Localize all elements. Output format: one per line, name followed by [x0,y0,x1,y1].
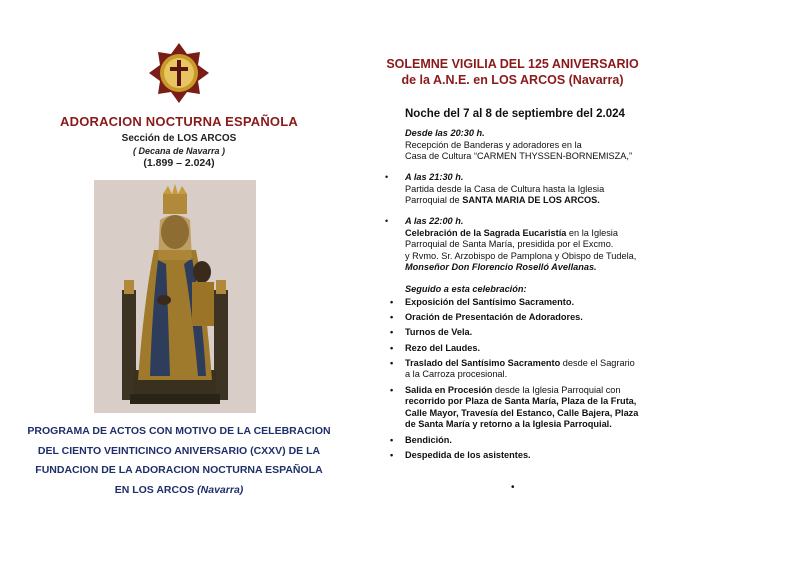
list-item: • Exposición del Santísimo Sacramento. [405,297,638,309]
list-item-traslado: • Traslado del Santísimo Sacramento desde el Sagrario a la Carroza procesional. [405,358,638,381]
end-dot: • [511,482,515,493]
followed-by-label: Seguido a esta celebración: [405,284,527,294]
list-item: • Bendición. [405,435,638,447]
program-line-2: DEL CIENTO VEINTICINCO ANIVERSARIO (CXXV) DE LA [37,444,321,457]
vigil-title-line-1: SOLEMNE VIGILIA DEL 125 ANIVERSARIO [386,57,639,71]
schedule-block-2030: Desde las 20:30 h. Recepción de Banderas y adoradores en la Casa de Cultura “CARMEN THYSSEN-BORNEMISZA,” [405,128,633,161]
section-name: Sección de LOS ARCOS [121,133,237,144]
schedule-block-2130: A las 21:30 h. Partida desde la Casa de Cultura hasta la Iglesia Parroquial de SANTA MARIA DE LOS ARCOS. [405,172,605,205]
list-item: • Despedida de los asistentes. [405,450,638,462]
decana-label: ( Decana de Navarra ) [132,146,226,156]
program-description [18,422,340,500]
virgin-statue-photo [94,180,256,413]
years-range: (1.899 – 2.024) [143,157,215,169]
bullet: • [385,216,389,226]
program-line-1: PROGRAMA DE ACTOS CON MOTIVO DE LA CELEBRACION [27,425,331,437]
program-line-3: FUNDACION DE LA ADORACION NOCTURNA ESPAÑOLA [35,464,323,476]
night-date: Noche del 7 al 8 de septiembre del 2.024 [405,108,625,120]
schedule-block-2200: A las 22:00 h. Celebración de la Sagrada Eucaristía en la Iglesia Parroquial de Santa María, presidida por el Excmo. y Rvmo. Sr. Arzobispo de Pamplona y Obispo de Tudela, Monseñor Don Florencio Roselló Avellanas. [405,216,637,272]
list-item: • Turnos de Vela. [405,327,638,339]
list-item: • Oración de Presentación de Adoradores. [405,312,638,324]
program-line-4: EN LOS ARCOS (Navarra) [114,483,244,496]
bullet: • [385,172,389,182]
list-item: • Rezo del Laudes. [405,343,638,355]
organization-title: ADORACION NOCTURNA ESPAÑOLA [60,114,298,129]
emblem-logo [148,42,210,104]
list-item-salida: • Salida en Procesión desde la Iglesia Parroquial con recorrido por Plaza de Santa María, Plaza de la Fruta, Calle Mayor, Travesía del Estanco, Calle Bajera, Plaza de Santa María y retorno a la Iglesia Parroquial. [405,385,638,431]
celebration-list [405,297,638,465]
vigil-title-line-2: de la A.N.E. en LOS ARCOS (Navarra) [401,73,624,87]
program-navarra: (Navarra) [197,483,244,496]
